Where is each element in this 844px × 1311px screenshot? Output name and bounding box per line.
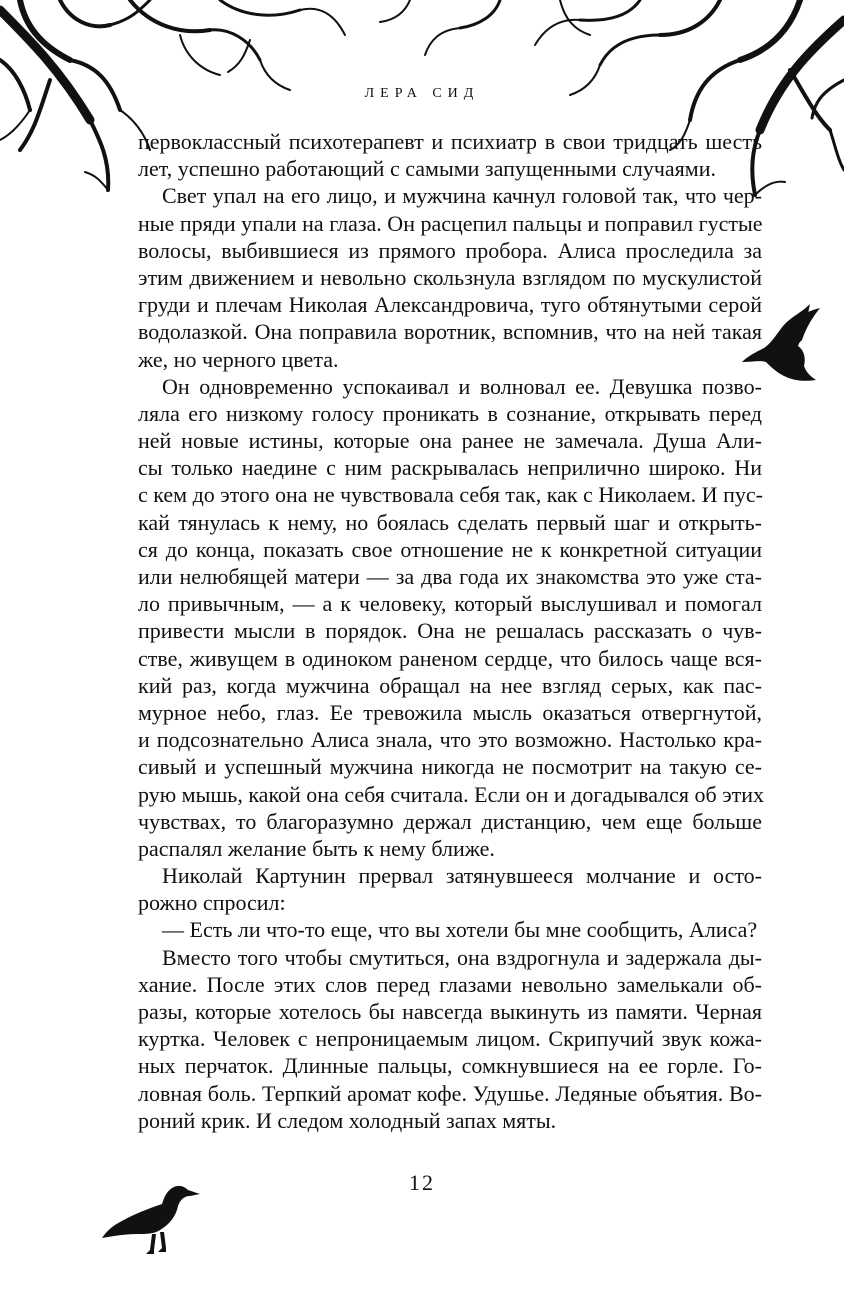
text-line: груди и плечам Николая Александровича, туго обтянутыми серой [138,292,762,318]
text-line: и подсознательно Алиса знала, что это возможно. Настолько кра- [138,727,762,753]
text-line: рожно спросил: [138,890,286,916]
text-line: ло привычным, — а к человеку, который выслушивал и помогал [138,591,762,617]
text-line: привести мысли в порядок. Она не решалась рассказать о чув- [138,618,762,644]
body-text [138,128,765,1134]
page-number: 12 [409,1170,435,1195]
text-line: хание. После этих слов перед глазами невольно замелькали об- [138,971,762,997]
text-line: мурное небо, глаз. Ее тревожила мысль оказаться отвергнутой, [138,699,762,725]
text-line: ловная боль. Терпкий аромат кофе. Удушье. Ледяные объятия. Во- [138,1080,762,1106]
text-line: ляла его низкому голосу проникать в сознание, открывать перед [138,400,762,426]
text-line: ных перчаток. Длинные пальцы, сомкнувшиеся на ее горле. Го- [138,1053,762,1079]
text-line: рую мышь, какой она себя считала. Если он и догадывался об этих [138,781,765,807]
text-line: ней новые истины, которые она ранее не замечала. Душа Али- [138,428,762,454]
text-line: первоклассный психотерапевт и психиатр в свои тридцать шесть [138,129,762,154]
text-line: кай тянулась к нему, но боялась сделать первый шаг и открыть- [138,509,762,535]
text-line: — Есть ли что-то еще, что вы хотели бы мне сообщить, Алиса? [162,917,758,943]
text-line: этим движением и невольно скользнула взглядом по мускулистой [138,264,762,290]
text-line: кий раз, когда мужчина обращал на нее взгляд серых, как пас- [138,672,762,698]
text-line: Свет упал на его лицо, и мужчина качнул головой так, что чер- [162,183,762,209]
text-line: с кем до этого она не чувствовала себя так, как с Николаем. И пус- [138,482,763,508]
text-line: лет, успешно работающий с самыми запущенными случаями. [138,156,716,182]
crow-illustration-bottom [100,1178,210,1258]
text-line: Вместо того чтобы смутиться, она вздрогнула и задержала ды- [162,944,762,970]
text-line: Он одновременно успокаивал и волновал ее. Девушка позво- [162,373,762,399]
text-line: ные пряди упали на глаза. Он расцепил пальцы и поправил густые [138,210,763,236]
text-line: распалял желание быть к нему ближе. [138,835,495,861]
text-line: сивый и успешный мужчина никогда не посмотрит на такую се- [138,754,762,780]
text-line: стве, живущем в одиноком раненом сердце, что билось чаще вся- [138,645,762,671]
text-line: чувствах, то благоразумно держал дистанцию, чем еще больше [138,808,762,834]
text-line: или нелюбящей матери — за два года их знакомства это уже ста- [138,564,762,589]
running-head: ЛЕРА СИД [364,86,480,101]
text-line: Николай Картунин прервал затянувшееся молчание и осто- [162,863,762,889]
text-line: же, но черного цвета. [138,346,339,372]
text-line: разы, которые хотелось бы навсегда выкинуть из памяти. Черная [138,999,762,1024]
text-line: сы только наедине с ним раскрывалась неприлично широко. Ни [138,455,762,481]
text-line: водолазкой. Она поправила воротник, вспомнив, что на ней такая [138,319,762,345]
text-line: ся до конца, показать свое отношение не к конкретной ситуации [138,536,762,562]
text-line: волосы, выбившиеся из прямого пробора. Алиса проследила за [138,237,762,263]
text-line: роний крик. И следом холодный запах мяты. [138,1107,557,1133]
text-line: куртка. Человек с непроницаемым лицом. Скрипучий звук кожа- [138,1026,762,1052]
crow-illustration-right [740,300,824,384]
